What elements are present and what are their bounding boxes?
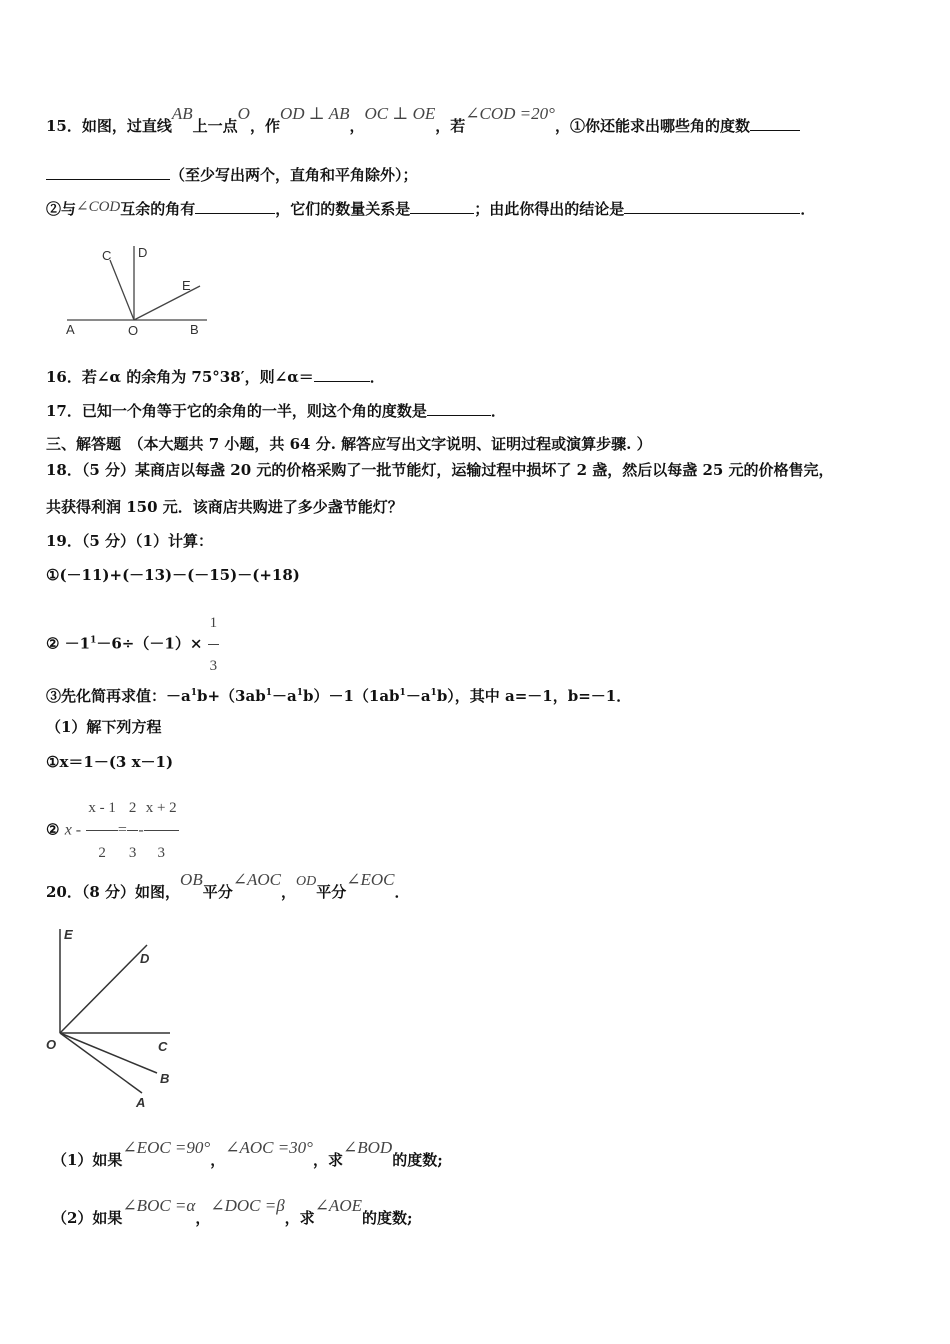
q19-item2: ② $-1^1-6\div(-1)\times$ $\frac{1}{3}$: [46, 602, 219, 687]
label-e: E: [182, 278, 191, 293]
q15-line1: 15．如图，过直线AB上一点O，作OD ⊥ AB，OC ⊥ OE，若∠COD =20°，①你还能求出哪些角的度数: [46, 116, 800, 136]
ray-od: [60, 945, 147, 1033]
q19-eq1: ①x＝1－(3 x－1): [46, 753, 174, 771]
q19-head: 19．（5 分）（1）计算：: [46, 532, 213, 550]
math-AB: AB: [171, 104, 193, 123]
label-b: B: [190, 322, 199, 337]
q15-figure: [62, 238, 212, 338]
math-angle-cod-2: ∠COD: [76, 199, 121, 215]
fraction-one-third: $\frac{1}{3}$: [208, 602, 220, 687]
label-c: C: [158, 1039, 168, 1054]
q20-figure: [44, 925, 184, 1111]
q19-eq2: ② x - $\frac{x - 1}{2}$ = $\frac{2}{3}$ - $\frac{x + 2}{3}$: [46, 786, 179, 875]
ray-oa: [60, 1033, 142, 1093]
q17: 17．已知一个角等于它的余角的一半，则这个角的度数是 ．: [46, 402, 506, 420]
label-c: C: [102, 248, 112, 263]
ray-oc: [110, 260, 134, 320]
label-o: O: [128, 323, 139, 338]
math-O: O: [237, 104, 250, 123]
fraction-x-minus-1-over-2: $\frac{x - 1}{2}$: [86, 786, 118, 875]
answer-blank: [46, 165, 170, 180]
math-OD: OD: [296, 874, 317, 889]
label-a: A: [66, 322, 75, 337]
math-angle-cod: ∠COD =20°: [465, 104, 555, 123]
math-doc-beta: ∠DOC =β: [210, 1196, 285, 1215]
label-d: D: [140, 951, 150, 966]
math-od-perp-ab: OD ⊥ AB: [279, 104, 350, 123]
math-aoc-30: ∠AOC =30°: [225, 1138, 313, 1157]
q18-line2: 共获得利润 150 元．该商店共购进了多少盏节能灯？: [46, 498, 403, 516]
fraction-2-over-3: $\frac{2}{3}$: [127, 786, 139, 875]
math-OB: OB: [180, 870, 203, 889]
math-boc-alpha: ∠BOC =α: [122, 1196, 196, 1215]
answer-blank: [427, 401, 491, 416]
math-eoc-90: ∠EOC =90°: [122, 1138, 211, 1157]
ray-ob: [60, 1033, 157, 1073]
math-bod: ∠BOD: [343, 1138, 393, 1157]
math-oc-perp-oe: OC ⊥ OE: [364, 104, 436, 123]
q15-line3: ②与∠COD互余的角有 ，它们的数量关系是 ；由此你得出的结论是 ．: [46, 199, 816, 218]
q19-item3: ③先化简再求值：$-a^1b+(3ab^1-a^1b)-1(1ab^1-a^1b)$，其中 a=－1，b=－1．: [46, 687, 632, 705]
q20-part2: （2）如果∠BOC =α，∠DOC =β，求∠AOE的度数;: [52, 1196, 413, 1227]
label-b: B: [160, 1071, 170, 1086]
label-d: D: [138, 245, 148, 260]
math-aoe: ∠AOE: [314, 1196, 362, 1215]
fraction-x-plus-2-over-3: $\frac{x + 2}{3}$: [144, 786, 179, 875]
label-a: A: [136, 1095, 146, 1110]
section-3-heading: 三、解答题 （本大题共 7 小题，共 64 分. 解答应写出文字说明、证明过程或演算步骤. ）: [46, 435, 652, 453]
math-angle-eoc: ∠EOC: [346, 870, 395, 889]
answer-blank: [410, 199, 474, 214]
q20-part1: （1）如果∠EOC =90°，∠AOC =30°，求∠BOD的度数;: [52, 1138, 443, 1169]
answer-blank: [624, 199, 800, 214]
q19-item1: ①(－11)+(－13)－(－15)－(+18): [46, 566, 300, 584]
answer-blank: [314, 367, 370, 382]
math-angle-aoc: ∠AOC: [232, 870, 281, 889]
q15-line2: （至少写出两个，直角和平角除外）；: [46, 165, 418, 185]
label-o: O: [46, 1037, 57, 1052]
q19-sub2: （1）解下列方程: [46, 718, 162, 736]
answer-blank: [750, 116, 800, 131]
q20-line1: 20．（8 分）如图，OB平分∠AOC，OD平分∠EOC．: [46, 870, 410, 901]
q16: 16．若∠α 的余角为 75°38′，则∠α＝ ．: [46, 368, 385, 386]
q18-line1: 18．（5 分）某商店以每盏 20 元的价格采购了一批节能灯，运输过程中损坏了 2 盏，然后以每盏 25 元的价格售完，: [46, 461, 834, 479]
label-e: E: [64, 927, 73, 942]
answer-blank: [195, 199, 275, 214]
